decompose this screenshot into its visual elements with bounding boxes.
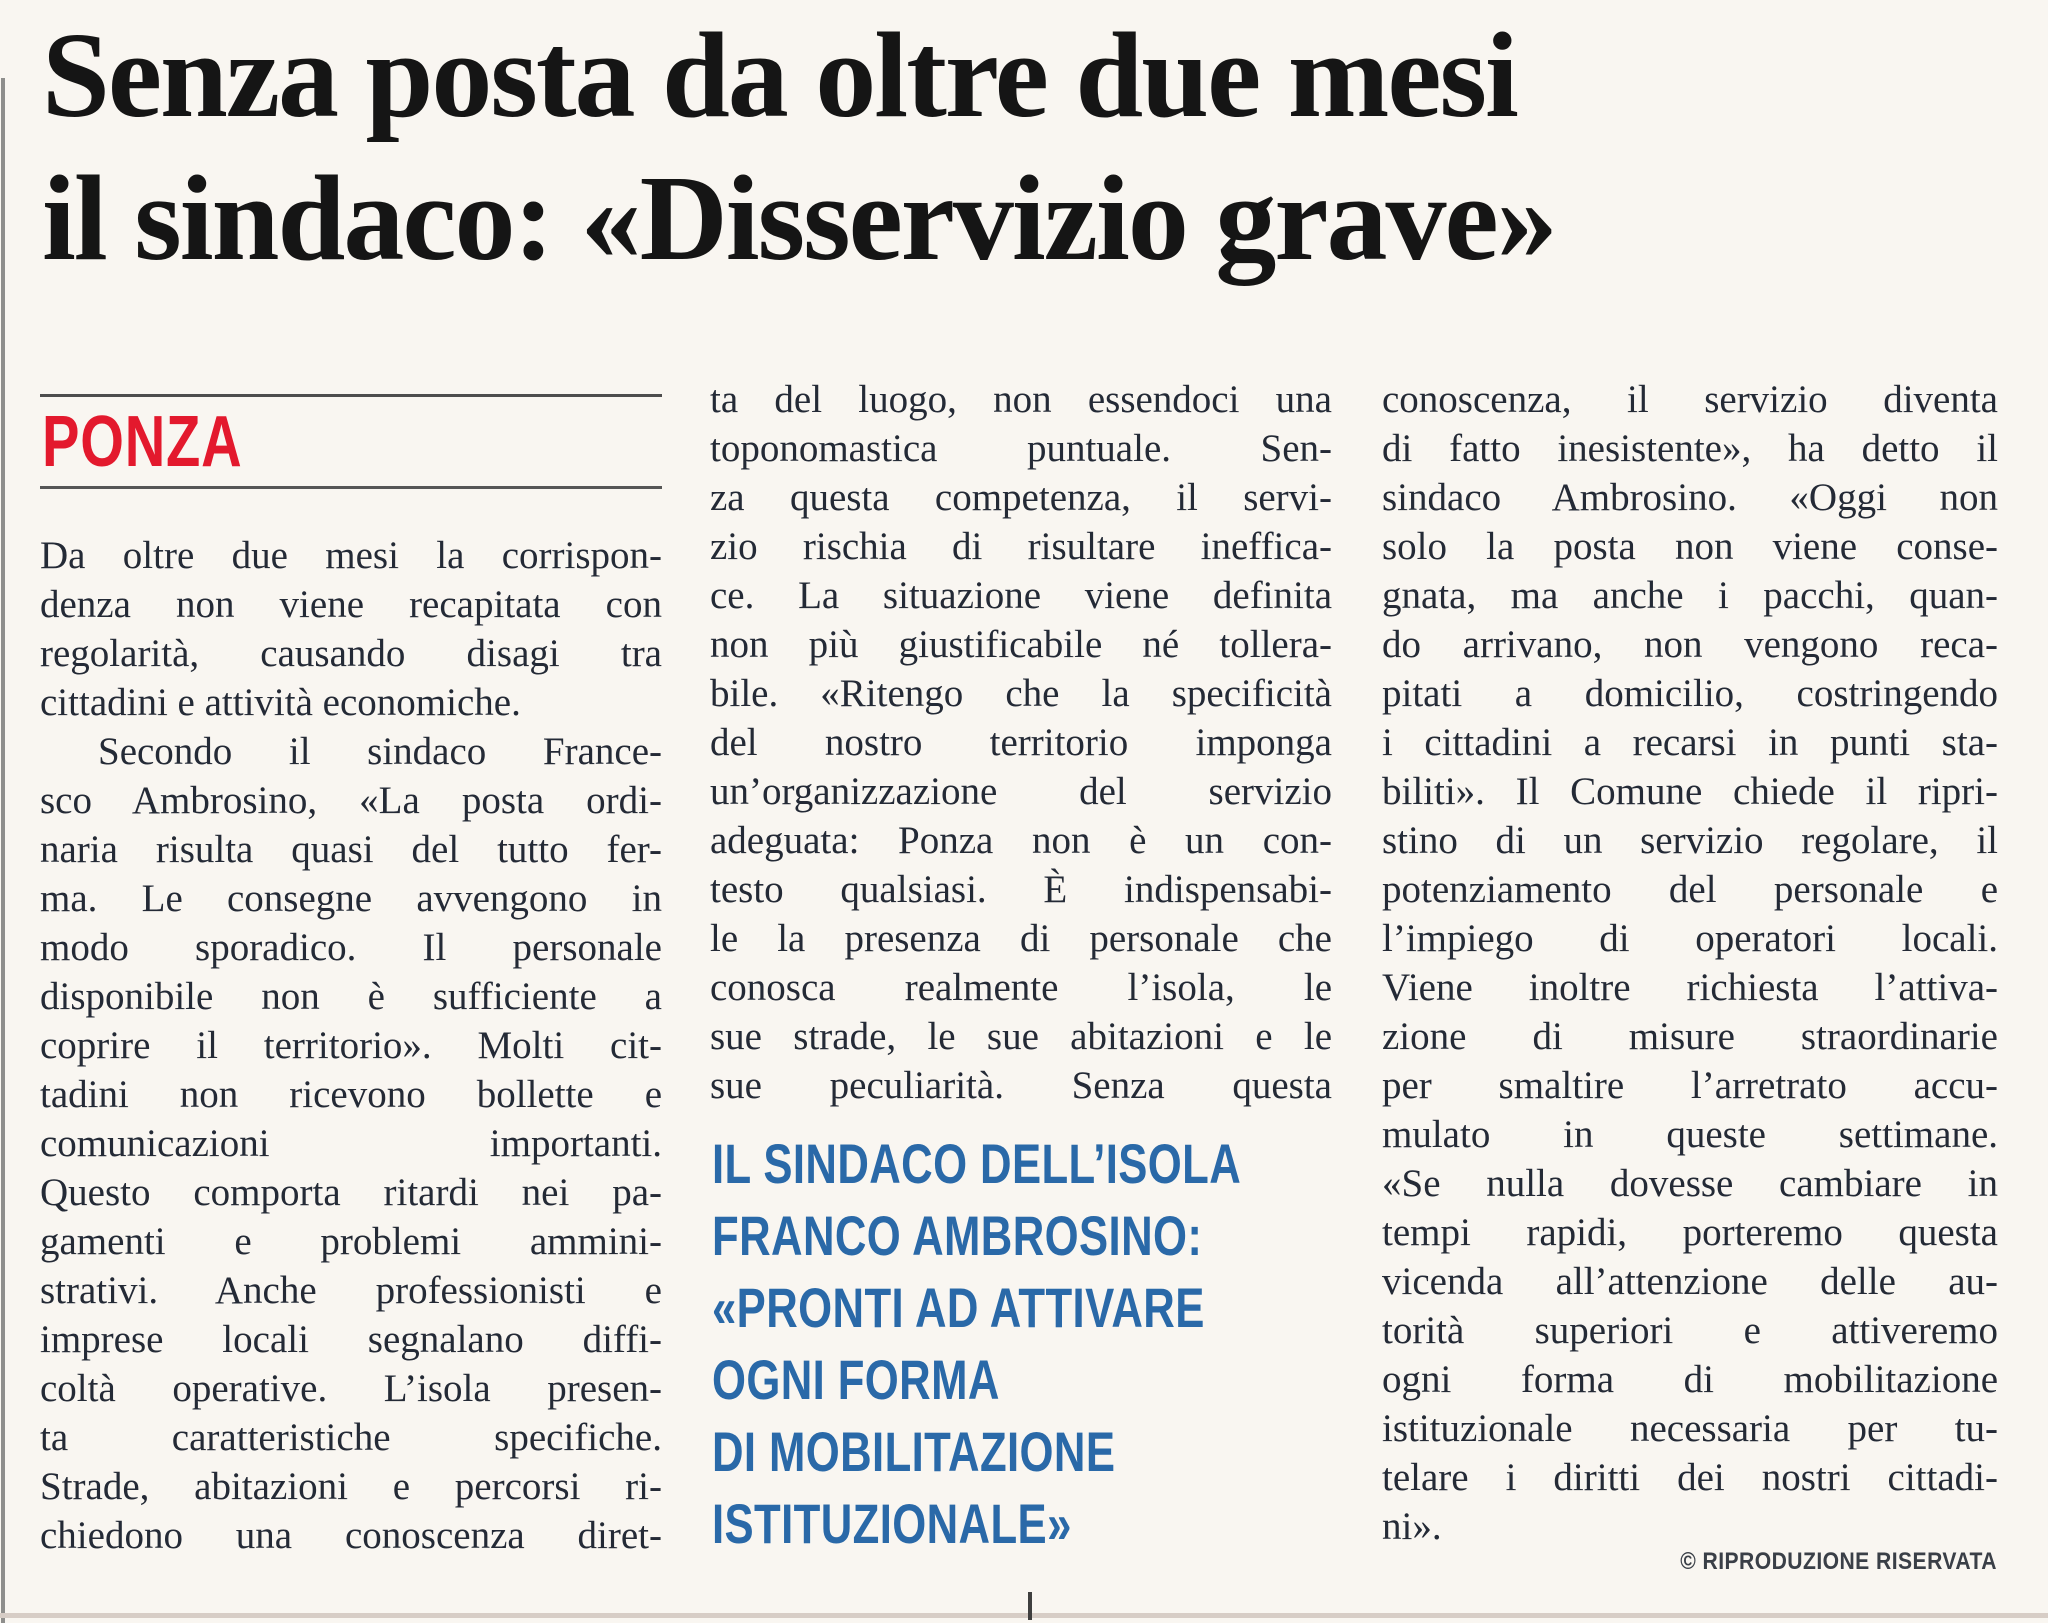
text-line: solo la posta non viene conse- [1382, 525, 1998, 568]
text-line: l’impiego di operatori locali. [1382, 917, 1998, 960]
text-line: cittadini e attività economiche. [40, 681, 521, 724]
text-line: bile. «Ritengo che la specificità [710, 672, 1332, 715]
text-line: telare i diritti dei nostri cittadi- [1382, 1456, 1998, 1499]
text-line: mulato in queste settimane. [1382, 1113, 1998, 1156]
text-line: ce. La situazione viene definita [710, 574, 1332, 617]
text-line: adeguata: Ponza non è un con- [710, 819, 1332, 862]
text-line: per smaltire l’arretrato accu- [1382, 1064, 1998, 1107]
text-line: un’organizzazione del servizio [710, 770, 1332, 813]
text-line: ni». [1382, 1505, 1442, 1548]
text-line: le la presenza di personale che [710, 917, 1332, 960]
text-line: conosca realmente l’isola, le [710, 966, 1332, 1009]
text-line: «Se nulla dovesse cambiare in [1382, 1162, 1998, 1205]
text-line: non più giustificabile né tollera- [710, 623, 1332, 666]
headline [42, 4, 1556, 290]
text-line: gnata, ma anche i pacchi, quan- [1382, 574, 1998, 617]
text-line: do arrivano, non vengono reca- [1382, 623, 1998, 666]
article-column-3 [1382, 375, 1998, 1551]
text-line: za questa competenza, il servi- [710, 476, 1332, 519]
headline-line-1: Senza posta da oltre due mesi [42, 8, 1517, 143]
text-line: del nostro territorio imponga [710, 721, 1332, 764]
text-line: chiedono una conoscenza diret- [40, 1514, 662, 1557]
text-line: regolarità, causando disagi tra [40, 632, 662, 675]
headline-line-2: il sindaco: «Disservizio grave» [42, 151, 1556, 286]
kicker-rule-top [40, 394, 662, 397]
text-line: coltà operative. L’isola presen- [40, 1367, 662, 1410]
article-column-2 [710, 375, 1332, 1110]
text-line: testo qualsiasi. È indispensabi- [710, 868, 1332, 911]
text-line: gamenti e problemi ammini- [40, 1220, 662, 1263]
text-line: zione di misure straordinarie [1382, 1015, 1998, 1058]
text-line: Da oltre due mesi la corrispon- [40, 534, 662, 577]
text-line: pitati a domicilio, costringendo [1382, 672, 1998, 715]
page-edge-line [1, 78, 5, 1623]
text-line: i cittadini a recarsi in punti sta- [1382, 721, 1998, 764]
text-line: modo sporadico. Il personale [40, 926, 662, 969]
pull-quote [712, 1128, 1241, 1560]
text-line: Questo comporta ritardi nei pa- [40, 1171, 662, 1214]
column-divider-tick [1028, 1592, 1032, 1620]
text-line: disponibile non è sufficiente a [40, 975, 662, 1018]
text-line: ogni forma di mobilitazione [1382, 1358, 1998, 1401]
text-line: denza non viene recapitata con [40, 583, 662, 626]
text-line: tempi rapidi, porteremo questa [1382, 1211, 1998, 1254]
text-line: tadini non ricevono bollette e [40, 1073, 662, 1116]
text-line: sue peculiarità. Senza questa [710, 1064, 1332, 1107]
text-line: conoscenza, il servizio diventa [1382, 378, 1998, 421]
text-line: toponomastica puntuale. Sen- [710, 427, 1332, 470]
text-line: «PRONTI AD ATTIVARE [712, 1276, 1205, 1339]
text-line: sco Ambrosino, «La posta ordi- [40, 779, 662, 822]
text-line: OGNI FORMA [712, 1348, 1000, 1411]
kicker-label: PONZA [42, 402, 243, 482]
text-line: strativi. Anche professionisti e [40, 1269, 662, 1312]
text-line: naria risulta quasi del tutto fer- [40, 828, 662, 871]
text-line: potenziamento del personale e [1382, 868, 1998, 911]
text-line: torità superiori e attiveremo [1382, 1309, 1998, 1352]
article-column-1 [40, 531, 662, 1560]
text-line: Strade, abitazioni e percorsi ri- [40, 1465, 662, 1508]
text-line: istituzionale necessaria per tu- [1382, 1407, 1998, 1450]
text-line: FRANCO AMBROSINO: [712, 1204, 1203, 1267]
text-line: imprese locali segnalano diffi- [40, 1318, 662, 1361]
copyright-text: © RIPRODUZIONE RISERVATA [1680, 1548, 1997, 1575]
text-line: comunicazioni importanti. [40, 1122, 662, 1165]
text-line: Secondo il sindaco France- [98, 730, 662, 773]
text-line: ma. Le consegne avvengono in [40, 877, 662, 920]
page-bottom-edge [0, 1613, 2048, 1618]
text-line: DI MOBILITAZIONE [712, 1420, 1116, 1483]
text-line: ISTITUZIONALE» [712, 1492, 1072, 1555]
text-line: sindaco Ambrosino. «Oggi non [1382, 476, 1998, 519]
kicker [42, 398, 299, 486]
text-line: coprire il territorio». Molti cit- [40, 1024, 662, 1067]
text-line: di fatto inesistente», ha detto il [1382, 427, 1998, 470]
text-line: sue strade, le sue abitazioni e le [710, 1015, 1332, 1058]
kicker-rule-bottom [40, 486, 662, 489]
text-line: ta caratteristiche specifiche. [40, 1416, 662, 1459]
text-line: ta del luogo, non essendoci una [710, 378, 1332, 421]
text-line: Viene inoltre richiesta l’attiva- [1382, 966, 1998, 1009]
copyright-notice [1637, 1548, 1997, 1576]
text-line: biliti». Il Comune chiede il ripri- [1382, 770, 1998, 813]
text-line: stino di un servizio regolare, il [1382, 819, 1998, 862]
text-line: zio rischia di risultare ineffica- [710, 525, 1332, 568]
text-line: IL SINDACO DELL’ISOLA [712, 1132, 1242, 1195]
text-line: vicenda all’attenzione delle au- [1382, 1260, 1998, 1303]
